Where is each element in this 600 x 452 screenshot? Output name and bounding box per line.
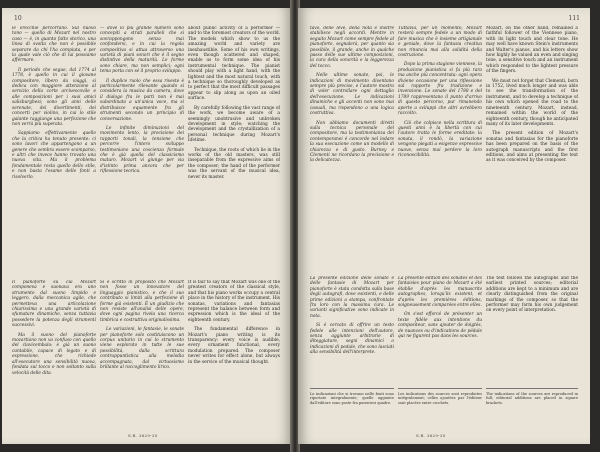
page-number: 10 <box>14 15 22 22</box>
paragraph: Ma il suono del pianoforte mozartiano non va confuso con quello del clavicembalo: è già un suono cantabile, capace di legato e di espressione, che richiede all'esecutore una sensibilità nuova, fondata sul tocco e non soltanto sulla velocità delle dita. <box>12 332 96 376</box>
paragraph: about public activity of a performer — and to the foremost creators of the world. The models which show to us the amazing world and variety are inexhaustible. Some of his own writings, even though scattered and shaped, enable us to form some idea of his instrumental technique. The pianist should play with a light hand, with the lightest and the most natural touch, with a technique so thoroughly developed as to perfect that the most difficult passages appear to slip along as upon an oiled surface. <box>188 26 280 102</box>
column-italian-1 <box>12 26 96 274</box>
column-english-2 <box>188 280 280 426</box>
paragraph: Le variazioni, le fantasie, le sonate per pianoforte solo costituiscono un corpus unitario in cui lo strumento viene esplorato in tutte le sue possibilità, dalla scrittura contrappuntistica alla melodia accompagnata, dal virtuosismo brillante al raccoglimento lirico. <box>100 327 184 371</box>
column-italian-2 <box>398 26 482 270</box>
paragraph: By carefully following the vast range of the work, we become aware of a seemingly unobtrusive and unbroken development in style; watching the development and the crystallization of a personal technique during Mozart's lifetime. <box>188 105 280 144</box>
paragraph: Si è cercato di offrire un testo fedele alle intenzioni dell'autore, senza aggiunte arbitrarie di diteggiature, segni dinamici o indicazioni di pedale, che sono lasciati alla sensibilità dell'interprete. <box>310 323 394 356</box>
column-italian-3 <box>310 276 394 384</box>
paragraph: The present edition of Mozart's sonatas and fantasias for the pianoforte has been prepared on the basis of the autograph manuscripts and the first editions, and aims at presenting the text as it was conceived by the composer. <box>486 131 578 164</box>
column-english-2 <box>486 276 578 384</box>
paragraph: Si è scritto in proposito che Mozart non fosse un innovatore del linguaggio pianistico, e che il suo contributo si limiti alla perfezione di forme già esistenti. È un giudizio che non resiste all'analisi delle opere, dove ogni pagina rivela una ricerca timbrica e costruttiva originalissima. <box>100 280 184 323</box>
footnote-rule <box>486 388 578 389</box>
paragraph: Technique, the roots of which lie in the works of the old masters, was still inseparable from the expressive aims of the composer; the hand of the performer was the servant of the musical idea, never its master. <box>188 147 280 180</box>
paragraph: le orecchie percorrano. Sul nuovo tono — quello di Mozart nel nostro caso — è, in quanto fatto storico, una linea di svolta che non è possibile separare da chi l'ha compiuta, e per la quale vale ciò che di lui possiamo affermare. <box>12 26 96 64</box>
page-footer: S.B. 3629-30 <box>416 433 446 438</box>
paragraph: — dove lo più grande numero sono concepiti a strati paralleli che si sovrappongono senza mai confondersi, e in cui la regola compositiva si attua attraverso una varietà di piani sonori che è il segno distintivo della maturità. Le forme sono chiare, ma non semplici; ogni tema porta con sé il proprio sviluppo. <box>100 26 184 75</box>
column-italian-3 <box>12 280 96 426</box>
footnote-text: Le indicazioni che si trovano nelle fonti sono riportate integralmente; quelle aggiunte dall'editore sono poste fra parentesi quadre. <box>310 392 394 405</box>
paragraph: Il duplice ruolo che essa riveste è particolarmente rilevante quando si considera la musica da camera, dove il dialogo fra le parti non è mai subordinato a un'unica voce, ma si distribuisce equamente fra gli strumenti secondo un principio di conversazione. <box>100 78 184 122</box>
paragraph: Il periodo che segue, dal 1774 al 1778, è quello in cui il giovane compositore, libero da viaggi, si dedica con maggiore attenzione al servizio della corte arcivescovile e alle composizioni per i suoi amici salisburghesi; sono gli anni delle serenate, dei divertimenti, dei concerti per violino, in cui lo stile galante raggiunge una perfezione che non verrà più superata. <box>12 67 96 127</box>
paragraph: It is fair to say that Mozart was one of the greatest creators of the classical style, and that his piano works occupy a central place in the history of the instrument. His sonatas, variations and fantasias represent the balance between form and expression which is the ideal of the eighteenth century. <box>188 280 280 323</box>
footnote <box>398 392 482 428</box>
footnote-rule <box>310 388 394 389</box>
paragraph: The fundamental difference in Mozart's piano writing is its transparency: every voice is audible, every ornament functional, every modulation prepared. The composer never writes for effect alone, but always in the service of the musical thought. <box>188 327 280 365</box>
footnote <box>310 392 394 428</box>
paragraph: Le infinite diminuzioni del movimento lento, la precisione dei rapporti tonali, la tensione che percorre l'intero sviluppo testimoniano una coscienza formale che è già quella del classicismo maturo. Mozart vi giunge per via d'istinto prima ancora che per riflessione teorica. <box>100 125 184 175</box>
paragraph: La présente édition des sonates et des fantaisies pour piano de Mozart a été établie d'après les manuscrits autographes, lorsqu'ils existent, et d'après les premières éditions, soigneusement comparées entre elles. <box>398 276 482 309</box>
paragraph: The text follows the autographs and the earliest printed sources; editorial additions are kept to a minimum and are clearly distinguished from the original markings of the composer, so that the performer may form his own judgement on every point of interpretation. <box>486 276 578 314</box>
paragraph: Tuttavia, per un momento, Mozart resterà sempre fedele a un modo di fare musica che è insieme artigianale e geniale, dove la fantasia creativa non rinuncia mai alla solidità della costruzione. <box>398 26 482 59</box>
paragraph: Il pianoforte su cui Mozart componeva e suonava era uno strumento dal suono limpido e leggero, dalla meccanica agile, che permetteva una articolazione chiarissima e una grande varietà di sfumature dinamiche, senza tuttavia possedere la potenza degli strumenti successivi. <box>12 280 96 329</box>
paragraph: Nelle ultime sonate, poi, le indicazioni di movimento diventano sempre più precise, e l'autore mostra di voler controllare ogni dettaglio dell'esecuzione. Le indicazioni dinamiche e gli accenti non sono mai casuali, ma rispondono a una logica costruttiva. <box>310 73 394 117</box>
footnote-rule <box>398 388 482 389</box>
left-page <box>2 8 292 444</box>
footnote <box>486 392 578 428</box>
paragraph: Sappiamo effettivamente quello che la critica ha tenuto presente: ci sono lavori che appartengono a un genere che sembra essere scomparso, e altri che invece hanno trovato una nuova vita. Ma il problema fondamentale resta quello dello stile, e non basta l'esame delle fonti a risolverlo. <box>12 131 96 180</box>
footnote-text: Les indications des sources sont reproduites intégralement; celles ajoutées par l'éditeur sont placées entre crochets. <box>398 392 482 405</box>
column-english-1 <box>486 26 578 270</box>
paragraph: La presente edizione delle sonate e delle fantasie di Mozart per pianoforte è stata condotta sulla base degli autografi, dove esistenti, e delle prime edizioni a stampa, confrontate fra loro con la massima cura. Le varianti significative sono indicate in nota. <box>310 276 394 319</box>
paragraph: Ciò che colpisce nella scrittura di questi anni è la libertà con cui l'autore tratta le forme ereditate: la sonata, il rondò, la variazione vengono piegati a esigenze espressive nuove, senza mai perdere la loro riconoscibilità. <box>398 120 482 158</box>
column-italian-4 <box>100 280 184 426</box>
column-french <box>398 276 482 384</box>
paragraph: Mozart, on the other hand, remained a faithful follower of the Viennese piano, with its light touch and clear tone. He may well have known Stein's instruments and Walter's pianos, and his letters show how highly he valued an even and singing tone, a sensitive touch and an instrument which responded to the lightest pressure of the fingers. <box>486 26 578 75</box>
column-english-1 <box>188 26 280 274</box>
page-number: 111 <box>568 15 580 22</box>
page-footer: S.B. 3629-30 <box>128 433 158 438</box>
paragraph: tavo, delle leve, della nota e inoltre stabilisce negli accordi. Mentre in seguito Mozart come sempre fedele al pianoforte, segnalerà, per quanto sia possibile, il grande, anche in qualche passo delle sue ultime composizioni, la cura della sonorità e la leggerezza del tocco. <box>310 26 394 69</box>
right-page <box>298 8 590 444</box>
paragraph: Non abbiamo documenti diretti sulla tecnica personale del compositore, ma la testimonianza dei contemporanei è concorde nel lodare la sua esecuzione come un modello di chiarezza e di gusto. Burney e Clementi ne ricordano la precisione e la delicatezza. <box>310 120 394 164</box>
column-italian-1 <box>310 26 394 270</box>
column-italian-2 <box>100 26 184 274</box>
paragraph: Dopo la prima stagione viennese, la produzione pianistica si fa più rara ma anche più concentrata: ogni opera diviene occasione per una riflessione sul rapporto fra tradizione e invenzione. Le sonate del 1788 e del 1789 rappresentano il punto d'arrivo di questo percorso, pur rimanendo aperte a sviluppi che altri avrebbero raccolto. <box>398 62 482 117</box>
footnote-text: The indications of the sources are reproduced in full; editorial additions are placed in square brackets. <box>486 392 578 405</box>
paragraph: We must not forget that Clementi, born in 1752, lived much longer and was able to see the transformation of the instrument, and to develop a technique of his own which opened the road to the nineteenth century. Mozart, instead, remained within the world of the eighteenth century, though he anticipated many of its later developments. <box>486 78 578 127</box>
paragraph: On s'est efforcé de présenter un texte fidèle aux intentions du compositeur, sans ajouter de doigtés, de nuances ou d'indications de pédale qui ne figurent pas dans les sources. <box>398 312 482 340</box>
